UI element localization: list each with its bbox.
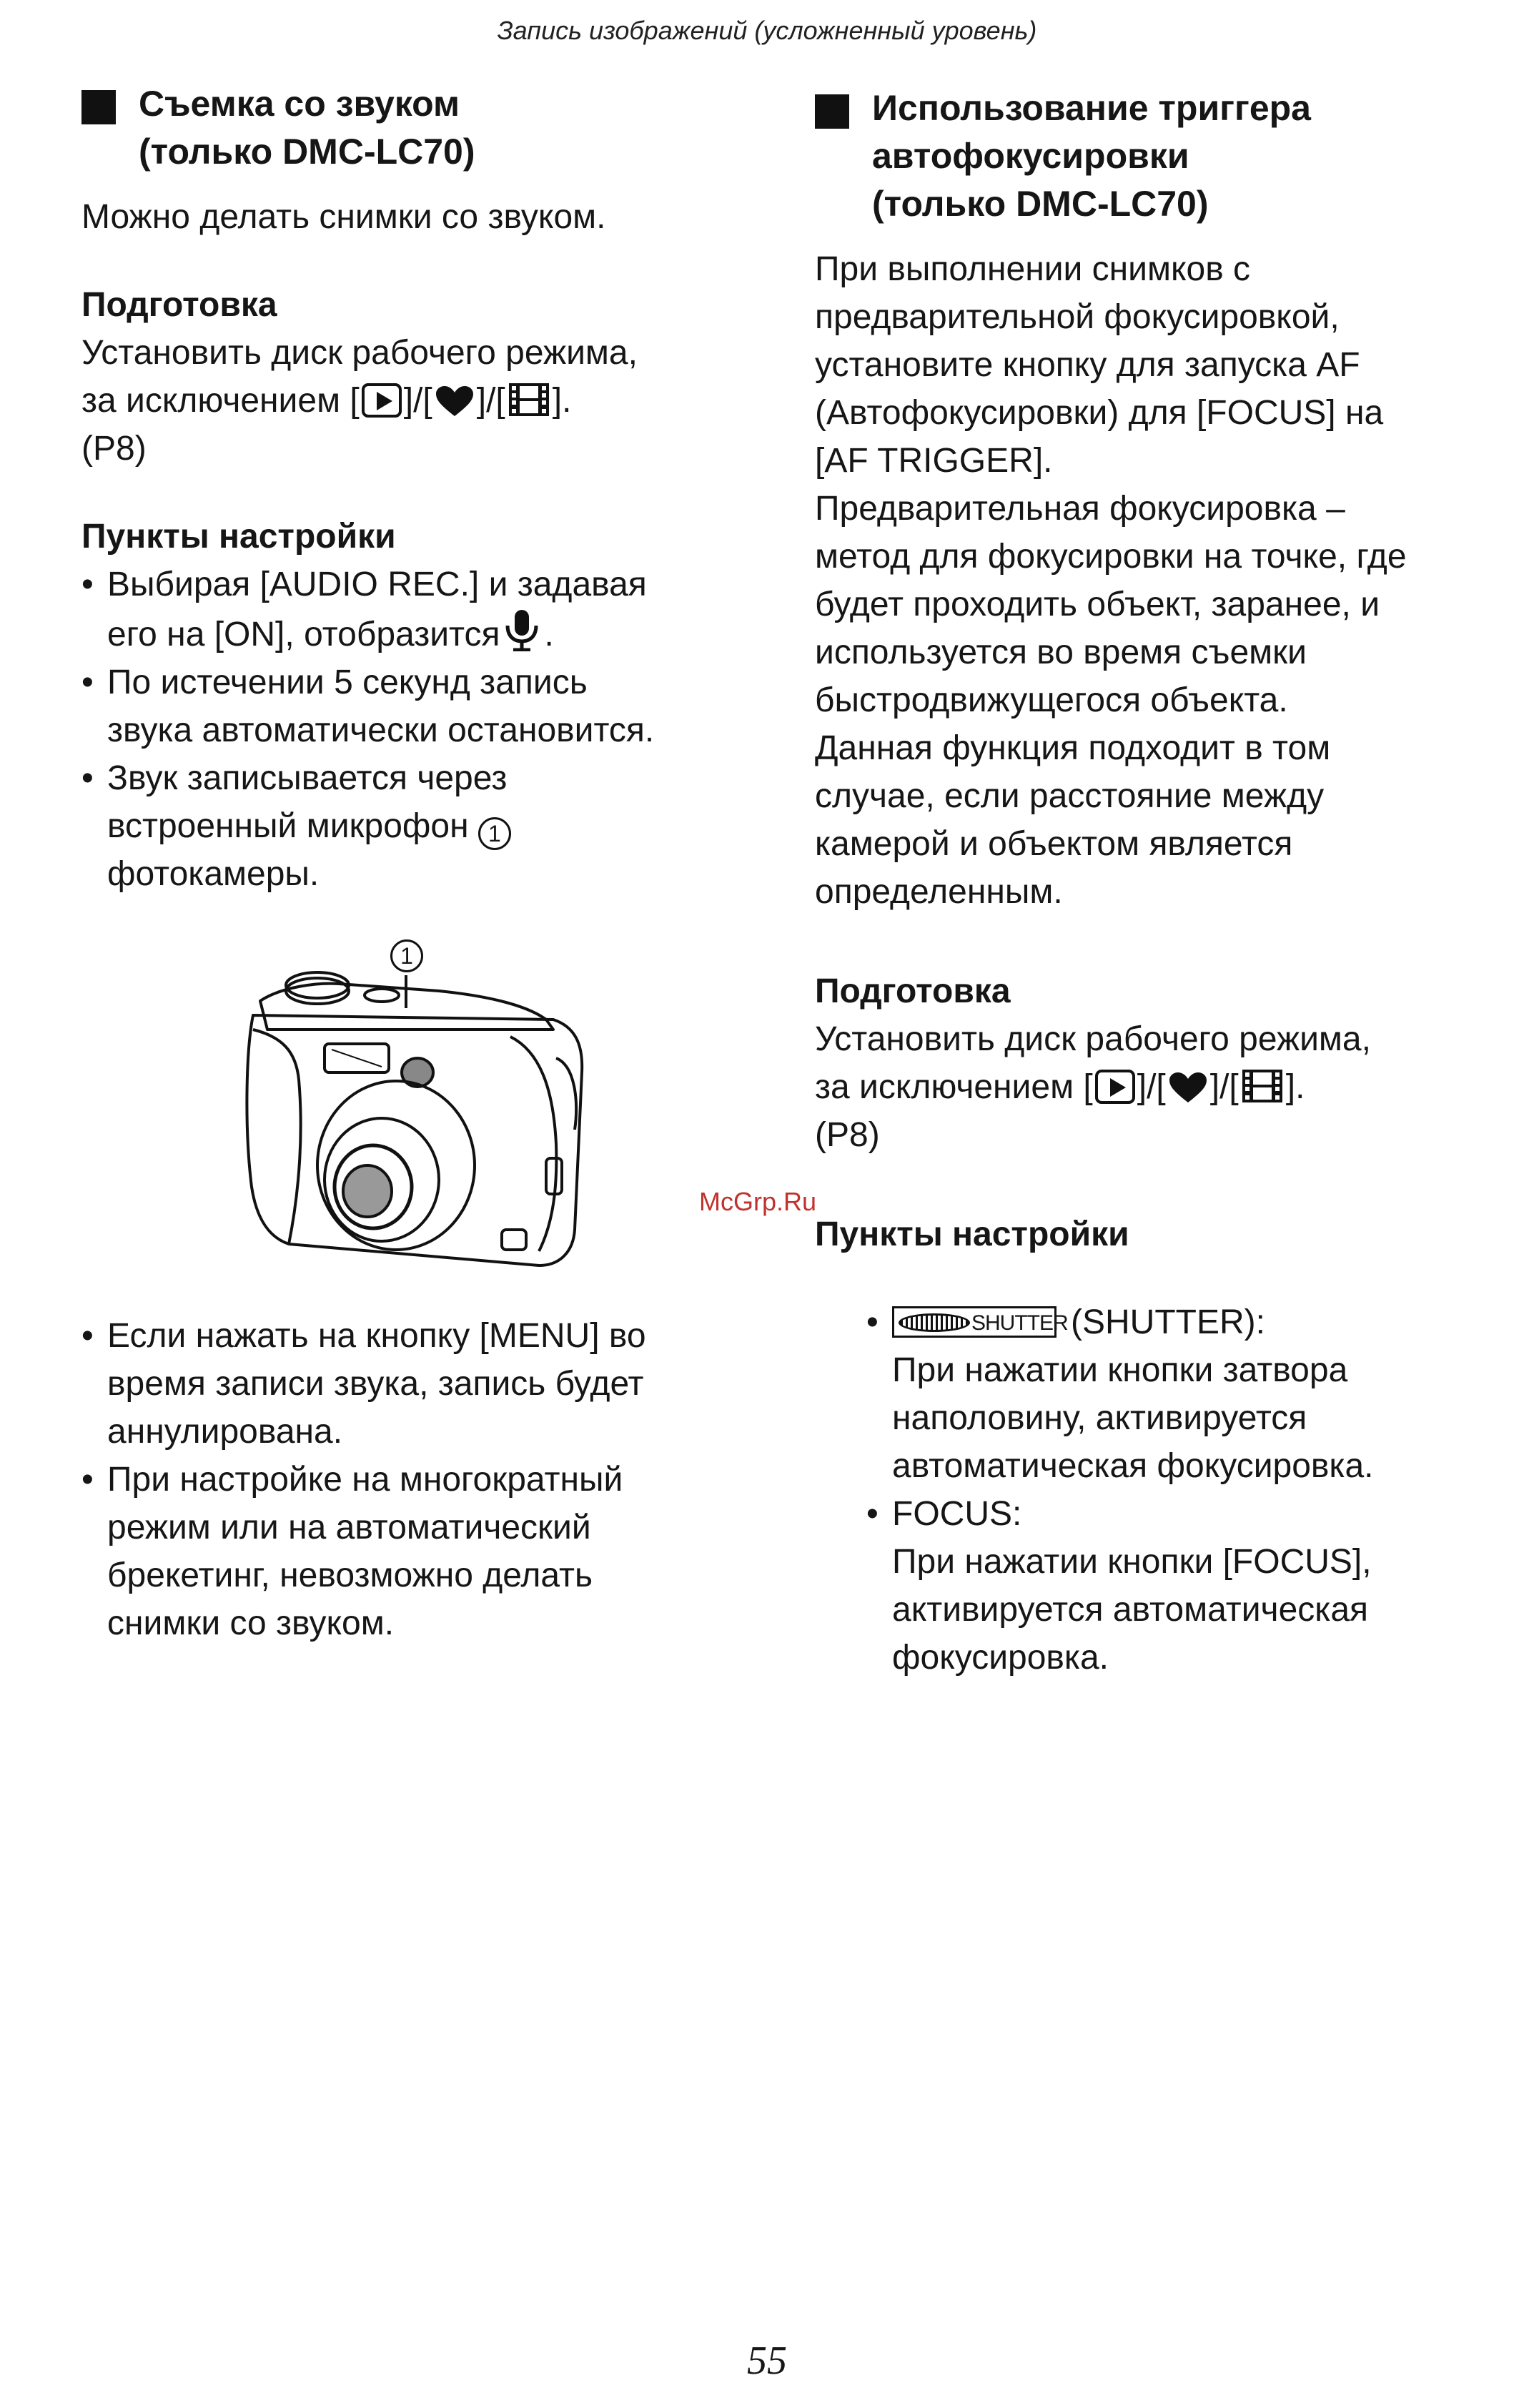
text-fragment: . xyxy=(544,616,554,653)
prep-heading: Подготовка xyxy=(81,286,277,324)
playback-icon xyxy=(362,383,402,418)
text-fragment: ]/[ xyxy=(476,382,505,420)
section-marker-square xyxy=(81,90,116,124)
text-line: (P8) xyxy=(815,1116,880,1154)
text-line: камерой и объектом является xyxy=(815,825,1293,863)
prep-text xyxy=(815,1015,1501,1159)
text-line: (Автофокусировки) для [FOCUS] на xyxy=(815,394,1384,432)
prep-heading: Подготовка xyxy=(815,972,1011,1010)
text-fragment: (SHUTTER): xyxy=(1071,1303,1265,1341)
text-line xyxy=(81,377,753,425)
text-fragment: за исключением [ xyxy=(81,382,360,420)
text-line: режим или на автоматический xyxy=(107,1509,591,1546)
text-fragment: ]/[ xyxy=(1209,1068,1239,1106)
left-column xyxy=(81,80,753,898)
text-line: активируется автоматическая xyxy=(892,1591,1368,1629)
left-column-bottom xyxy=(81,1312,753,1647)
af-paragraph-3 xyxy=(815,724,1501,916)
text-line: предварительной фокусировкой, xyxy=(815,298,1340,336)
text-fragment: за исключением [ xyxy=(815,1068,1093,1106)
text-line: Данная функция подходит в том xyxy=(815,729,1331,767)
heart-icon xyxy=(1168,1071,1208,1104)
settings-heading: Пункты настройки xyxy=(81,518,396,556)
shutter-icon-label: • SHUTTER xyxy=(971,1311,1068,1335)
text-line: При выполнении снимков с xyxy=(815,250,1251,288)
text-fragment: ]/[ xyxy=(1137,1068,1166,1106)
text-line: (P8) xyxy=(81,430,147,468)
title-line: автофокусировки xyxy=(872,136,1189,176)
list-item xyxy=(81,1312,753,1456)
title-line: (только DMC-LC70) xyxy=(139,132,475,172)
camera-drawing xyxy=(239,929,596,1301)
text-line: фотокамеры. xyxy=(107,855,320,893)
text-line: будет проходить объект, заранее, и xyxy=(815,586,1380,623)
text-line: Установить диск рабочего режима, xyxy=(81,334,638,372)
title-line: (только DMC-LC70) xyxy=(872,184,1209,224)
text-line xyxy=(892,1298,1501,1346)
af-settings-list xyxy=(866,1298,1501,1682)
callout-marker: 1 xyxy=(478,817,511,850)
text-line: фокусировка. xyxy=(892,1639,1109,1677)
text-line: Предварительная фокусировка – xyxy=(815,490,1345,528)
text-line: определенным. xyxy=(815,873,1063,911)
text-line xyxy=(107,802,753,850)
text-fragment: ]. xyxy=(552,382,572,420)
text-line: • При настройке на многократный xyxy=(107,1461,623,1499)
shutter-button-icon xyxy=(892,1306,1068,1338)
film-icon xyxy=(1241,1068,1284,1104)
text-line: звука автоматически остановится. xyxy=(107,711,655,749)
list-item xyxy=(81,561,753,658)
text-line: снимки со звуком. xyxy=(107,1604,395,1642)
text-line xyxy=(107,608,753,658)
text-line: • Выбирая [AUDIO REC.] и задавая xyxy=(107,566,647,603)
film-icon xyxy=(508,382,550,418)
text-fragment: встроенный микрофон xyxy=(107,807,469,845)
text-line: автоматическая фокусировка. xyxy=(892,1447,1374,1485)
text-line: аннулирована. xyxy=(107,1413,343,1451)
af-paragraph-2 xyxy=(815,485,1501,724)
text-line: быстродвижущегося объекта. xyxy=(815,681,1288,719)
text-line: • FOCUS: xyxy=(892,1495,1022,1533)
text-line: метод для фокусировки на точке, где xyxy=(815,538,1407,576)
text-line: брекетинг, невозможно делать xyxy=(107,1556,593,1594)
text-line: • Звук записывается через xyxy=(107,759,508,797)
text-line: • По истечении 5 секунд запись xyxy=(107,663,588,701)
af-paragraph-1 xyxy=(815,245,1501,485)
list-item xyxy=(866,1490,1501,1682)
text-line: случае, если расстояние между xyxy=(815,777,1325,815)
text-line: • Если нажать на кнопку [MENU] во xyxy=(107,1317,646,1355)
text-line: При нажатии кнопки затвора xyxy=(892,1351,1348,1389)
prep-text xyxy=(81,329,753,473)
list-item xyxy=(81,658,753,754)
section-title-audio xyxy=(81,80,753,176)
shutter-disc-icon xyxy=(899,1313,970,1332)
list-item xyxy=(81,754,753,898)
heart-icon xyxy=(435,385,475,418)
text-line: время записи звука, запись будет xyxy=(107,1365,644,1403)
text-line: наполовину, активируется xyxy=(892,1399,1307,1437)
section-title-af-trigger xyxy=(815,84,1501,228)
text-line: Установить диск рабочего режима, xyxy=(815,1020,1371,1058)
list-item xyxy=(866,1298,1501,1490)
title-line: Съемка со звуком xyxy=(139,84,460,124)
section-marker-square xyxy=(815,94,849,129)
camera-callout-marker: 1 xyxy=(390,939,423,972)
playback-icon xyxy=(1095,1070,1135,1104)
text-fragment: его на [ON], отобразится xyxy=(107,616,500,653)
list-item xyxy=(81,1456,753,1647)
text-line: [AF TRIGGER]. xyxy=(815,442,1053,480)
text-fragment: ]/[ xyxy=(403,382,432,420)
right-column xyxy=(815,84,1501,1682)
settings-list xyxy=(81,561,753,898)
text-line: При нажатии кнопки [FOCUS], xyxy=(892,1543,1372,1581)
text-line: установите кнопку для запуска AF xyxy=(815,346,1360,384)
text-line xyxy=(815,1063,1501,1111)
warning-list xyxy=(81,1312,753,1647)
settings-heading: Пункты настройки xyxy=(815,1215,1129,1253)
microphone-icon xyxy=(502,608,542,651)
title-line: Использование триггера xyxy=(872,88,1311,128)
text-line: используется во время съемки xyxy=(815,633,1307,671)
intro-text: Можно делать снимки со звуком. xyxy=(81,198,606,236)
camera-illustration xyxy=(239,929,596,1301)
page-number: 55 xyxy=(747,2339,787,2383)
running-header: Запись изображений (усложненный уровень) xyxy=(497,16,1037,45)
watermark: McGrp.Ru xyxy=(699,1187,817,1216)
text-fragment: ]. xyxy=(1285,1068,1305,1106)
